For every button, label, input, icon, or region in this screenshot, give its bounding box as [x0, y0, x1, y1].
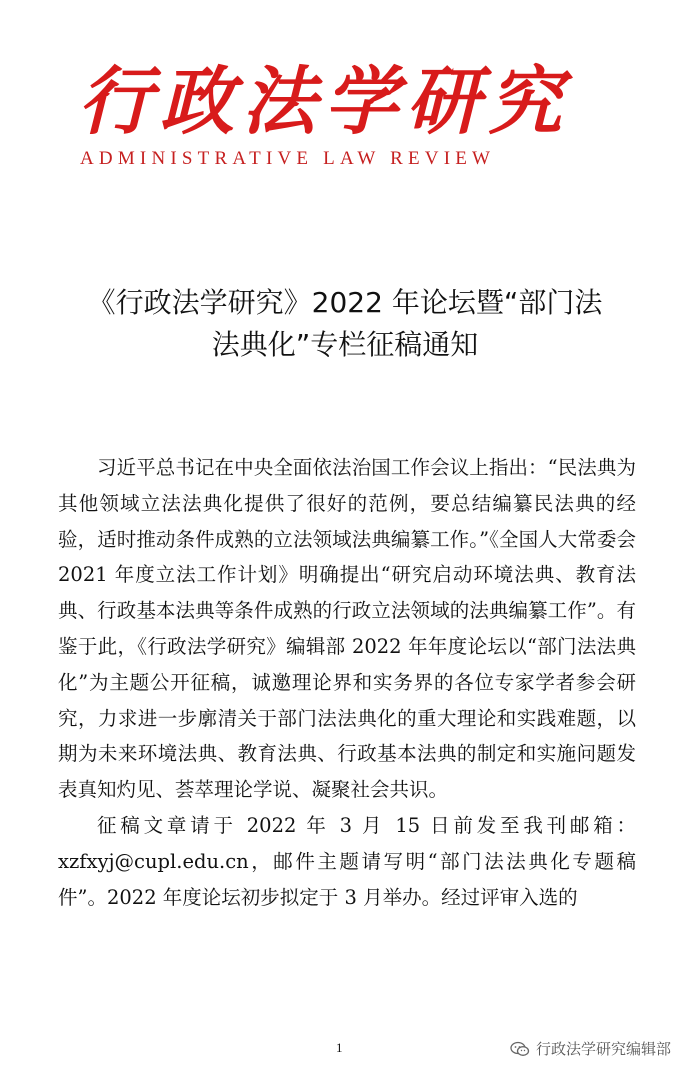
journal-logo-chinese: 行政法学研究	[78, 59, 570, 145]
notice-title-line1: 《行政法学研究》2022 年论坛暨“部门法	[87, 286, 603, 319]
body-paragraph-1: 习近平总书记在中央全面依法治国工作会议上指出：“民法典为其他领域立法法典化提供了很好的范例，要总结编纂民法典的经验，适时推动条件成熟的立法领域法典编纂工作。”《全国人大常委会 2021 年度立法工作计划》明确提出“研究启动环境法典、教育法典、行政基本法典等条件成熟的行政立法领域的法典编纂工作”。有鉴于此，《行政法学研究》编辑部 2022 年年度论坛以“部门法法典化”为主题公开征稿，诚邀理论界和实务界的各位专家学者参会研究，力求进一步廓清关于部门法法典化的重大理论和实践难题，以期为未来环境法典、教育法典、行政基本法典的制定和实施问题发表真知灼见、荟萃理论学说、凝聚社会共识。	[58, 456, 636, 802]
journal-logo-english: ADMINISTRATIVE LAW REVIEW	[80, 148, 496, 169]
notice-title-line2: 法典化”专栏征稿通知	[211, 328, 479, 361]
source-watermark	[510, 1038, 671, 1059]
wechat-icon	[510, 1041, 530, 1057]
watermark-text: 行政法学研究编辑部	[535, 1040, 671, 1058]
notice-title	[40, 282, 650, 366]
notice-body	[58, 450, 636, 915]
page-number: 1	[336, 1040, 343, 1055]
body-paragraph-2: 征稿文章请于 2022 年 3 月 15 日前发至我刊邮箱：xzfxyj@cupl.edu.cn，邮件主题请写明“部门法法典化专题稿件”。2022 年度论坛初步拟定于 3 月举办。经过评审入选的	[58, 813, 636, 909]
